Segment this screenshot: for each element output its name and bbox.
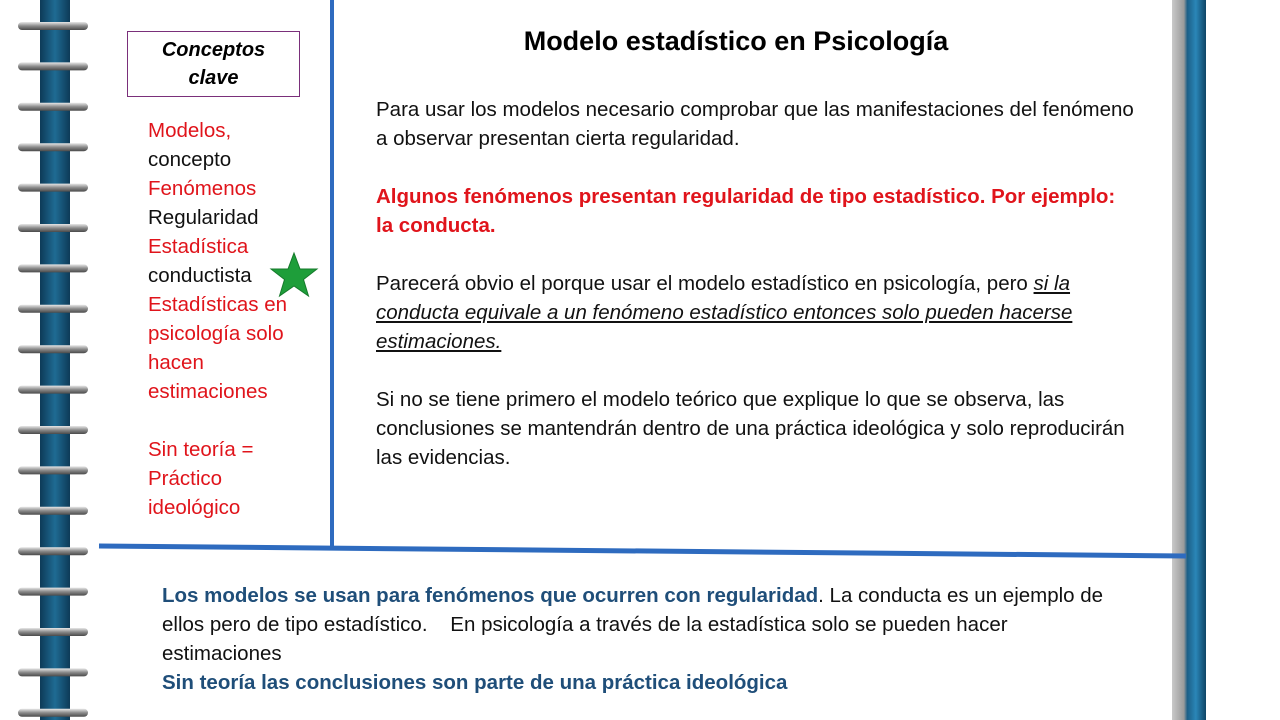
key-concepts-list [148, 116, 308, 522]
key-concepts-title: Conceptos clave [161, 39, 266, 89]
spiral-ring [18, 264, 88, 272]
spiral-ring [18, 709, 88, 717]
key-concept-item: Regularidad [148, 206, 259, 229]
paragraph-3-emphasis: si la conducta equivale a un fenómeno estadístico entonces solo pueden hacerse estimaciones. [376, 272, 1073, 353]
spiral-ring [18, 143, 88, 151]
spiral-ring [18, 466, 88, 474]
spiral-ring [18, 224, 88, 232]
spiral-ring [18, 62, 88, 70]
key-concept-item: Fenómenos [148, 177, 257, 200]
spiral-ring [18, 22, 88, 30]
spiral-ring [18, 547, 88, 555]
spiral-ring [18, 668, 88, 676]
spiral-ring [18, 386, 88, 394]
key-concept-item: Estadísticas en psicología solo hacen estimaciones [148, 293, 288, 403]
summary-bold-2: Sin teoría las conclusiones son parte de una práctica ideológica [162, 671, 788, 694]
key-concept-item: Estadística [148, 235, 249, 258]
spiral-ring [18, 507, 88, 515]
spiral-ring [18, 588, 88, 596]
spiral-ring [18, 628, 88, 636]
spiral-ring [18, 103, 88, 111]
key-concept-item: conductista [148, 264, 252, 287]
key-concept-item: Modelos, [148, 119, 232, 142]
star-icon [269, 251, 319, 299]
key-concepts-box [127, 31, 300, 97]
paragraph-1: Para usar los modelos necesario comprobar que las manifestaciones del fenómeno a observar presentan cierta regularidad. [376, 98, 1134, 150]
right-border-bar [1172, 0, 1212, 720]
summary-line-1 [162, 581, 1122, 668]
summary [162, 581, 1122, 697]
spiral-ring [18, 345, 88, 353]
main-content [376, 95, 1136, 501]
spiral-ring [18, 426, 88, 434]
paragraph-2: Algunos fenómenos presentan regularidad de tipo estadístico. Por ejemplo: la conducta. [376, 185, 1116, 237]
summary-text-1: . La conducta es un ejemplo de ellos pero de tipo estadístico. En psicología a través de la estadística solo se pueden hacer estimaciones [162, 584, 1109, 665]
paragraph-4: Si no se tiene primero el modelo teórico que explique lo que se observa, las conclusiones se mantendrán dentro de una práctica ideológica y solo reproducirán las evidencias. [376, 388, 1125, 469]
paragraph-3-text: Parecerá obvio el porque usar el modelo estadístico en psicología, pero [376, 272, 1034, 295]
spiral-binding-icon [0, 0, 100, 720]
slide-title: Modelo estadístico en Psicología [523, 26, 949, 56]
spiral-ring [18, 184, 88, 192]
key-concept-item: concepto [148, 148, 232, 171]
key-concept-item: Sin teoría = Práctico ideológico [148, 438, 254, 519]
summary-bold-1: Los modelos se usan para fenómenos que ocurren con regularidad [162, 584, 819, 607]
paragraph-3 [376, 269, 1136, 356]
vertical-divider [330, 0, 334, 548]
spiral-ring [18, 305, 88, 313]
